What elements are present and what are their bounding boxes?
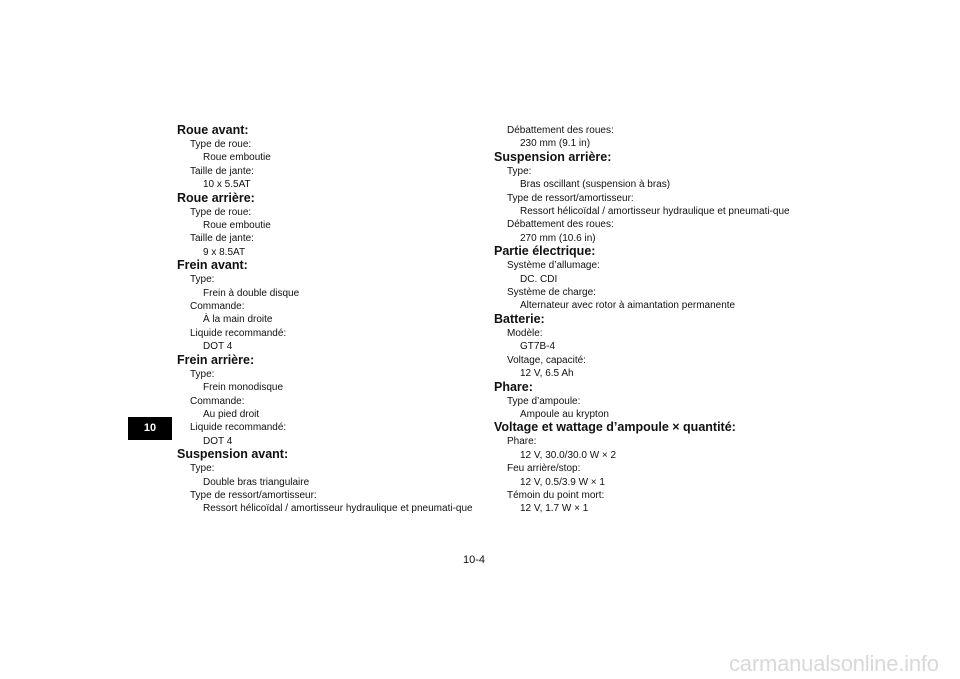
spec-value: Frein à double disque bbox=[203, 287, 300, 299]
section-heading: Phare: bbox=[494, 379, 533, 394]
spec-label: Taille de jante: bbox=[190, 165, 254, 177]
spec-value: Ampoule au krypton bbox=[520, 408, 609, 420]
spec-label: Feu arrière/stop: bbox=[507, 463, 581, 475]
spec-label: Commande: bbox=[190, 301, 245, 313]
spec-label: Type: bbox=[190, 274, 215, 286]
spec-value: À la main droite bbox=[203, 314, 273, 326]
spec-label: Type de ressort/amortisseur: bbox=[507, 192, 634, 204]
spec-label: Voltage, capacité: bbox=[507, 354, 586, 366]
section-heading: Suspension arrière: bbox=[494, 149, 612, 164]
spec-label: Type d’ampoule: bbox=[507, 395, 581, 407]
spec-label: Commande: bbox=[190, 395, 245, 407]
spec-label: Système d’allumage: bbox=[507, 260, 600, 272]
spec-label: Taille de jante: bbox=[190, 233, 254, 245]
spec-label: Modèle: bbox=[507, 327, 543, 339]
watermark: carmanualsonline.info bbox=[729, 651, 939, 676]
section-heading: Frein arrière: bbox=[177, 352, 255, 367]
spec-label: Liquide recommandé: bbox=[190, 327, 287, 339]
spec-value: DC. CDI bbox=[520, 273, 558, 285]
section-heading: Roue arrière: bbox=[177, 190, 255, 205]
section-heading: Frein avant: bbox=[177, 258, 248, 273]
spec-value: Au pied droit bbox=[203, 408, 260, 420]
spec-value: Double bras triangulaire bbox=[203, 476, 310, 488]
spec-value: Roue emboutie bbox=[203, 220, 271, 232]
right-column bbox=[494, 124, 804, 516]
spec-value: 270 mm (10.6 in) bbox=[520, 232, 596, 244]
section-heading: Batterie: bbox=[494, 311, 545, 326]
page-number: 10-4 bbox=[463, 554, 486, 566]
spec-label: Type de roue: bbox=[190, 139, 252, 150]
left-column bbox=[177, 124, 477, 516]
spec-label: Débattement des roues: bbox=[507, 219, 614, 231]
spec-label: Témoin du point mort: bbox=[507, 489, 605, 501]
spec-value: 12 V, 6.5 Ah bbox=[520, 368, 574, 380]
section-heading: Partie électrique: bbox=[494, 244, 596, 259]
spec-value: Ressort hélicoïdal / amortisseur hydraulique et pneumati-que bbox=[520, 206, 790, 218]
spec-value: 12 V, 0.5/3.9 W × 1 bbox=[520, 476, 605, 488]
spec-value: 12 V, 1.7 W × 1 bbox=[520, 503, 589, 515]
spec-label: Type: bbox=[190, 463, 215, 475]
spec-value: Ressort hélicoïdal / amortisseur hydraulique et pneumati-que bbox=[203, 503, 473, 515]
section-heading: Roue avant: bbox=[177, 123, 249, 137]
spec-value: 10 x 5.5AT bbox=[203, 179, 251, 191]
spec-value: 9 x 8.5AT bbox=[203, 246, 246, 258]
spec-label: Type: bbox=[190, 368, 215, 380]
spec-value: GT7B-4 bbox=[520, 341, 556, 353]
section-tab: 10 bbox=[128, 417, 172, 440]
spec-value: Bras oscillant (suspension à bras) bbox=[520, 179, 671, 191]
spec-label: Type: bbox=[507, 165, 532, 177]
spec-value: Roue emboutie bbox=[203, 152, 271, 164]
spec-label: Phare: bbox=[507, 436, 537, 448]
spec-label: Type de ressort/amortisseur: bbox=[190, 489, 317, 501]
section-heading: Suspension avant: bbox=[177, 447, 289, 462]
spec-label: Débattement des roues: bbox=[507, 125, 614, 136]
section-heading: Voltage et wattage d’ampoule × quantité: bbox=[494, 420, 736, 435]
spec-value: Alternateur avec rotor à aimantation permanente bbox=[520, 300, 736, 312]
spec-label: Liquide recommandé: bbox=[190, 422, 287, 434]
spec-value: DOT 4 bbox=[203, 435, 233, 447]
spec-value: Frein monodisque bbox=[203, 382, 284, 394]
spec-label: Type de roue: bbox=[190, 206, 252, 218]
spec-value: 230 mm (9.1 in) bbox=[520, 138, 591, 150]
spec-value: DOT 4 bbox=[203, 341, 233, 353]
spec-label: Système de charge: bbox=[507, 287, 596, 299]
spec-value: 12 V, 30.0/30.0 W × 2 bbox=[520, 449, 617, 461]
